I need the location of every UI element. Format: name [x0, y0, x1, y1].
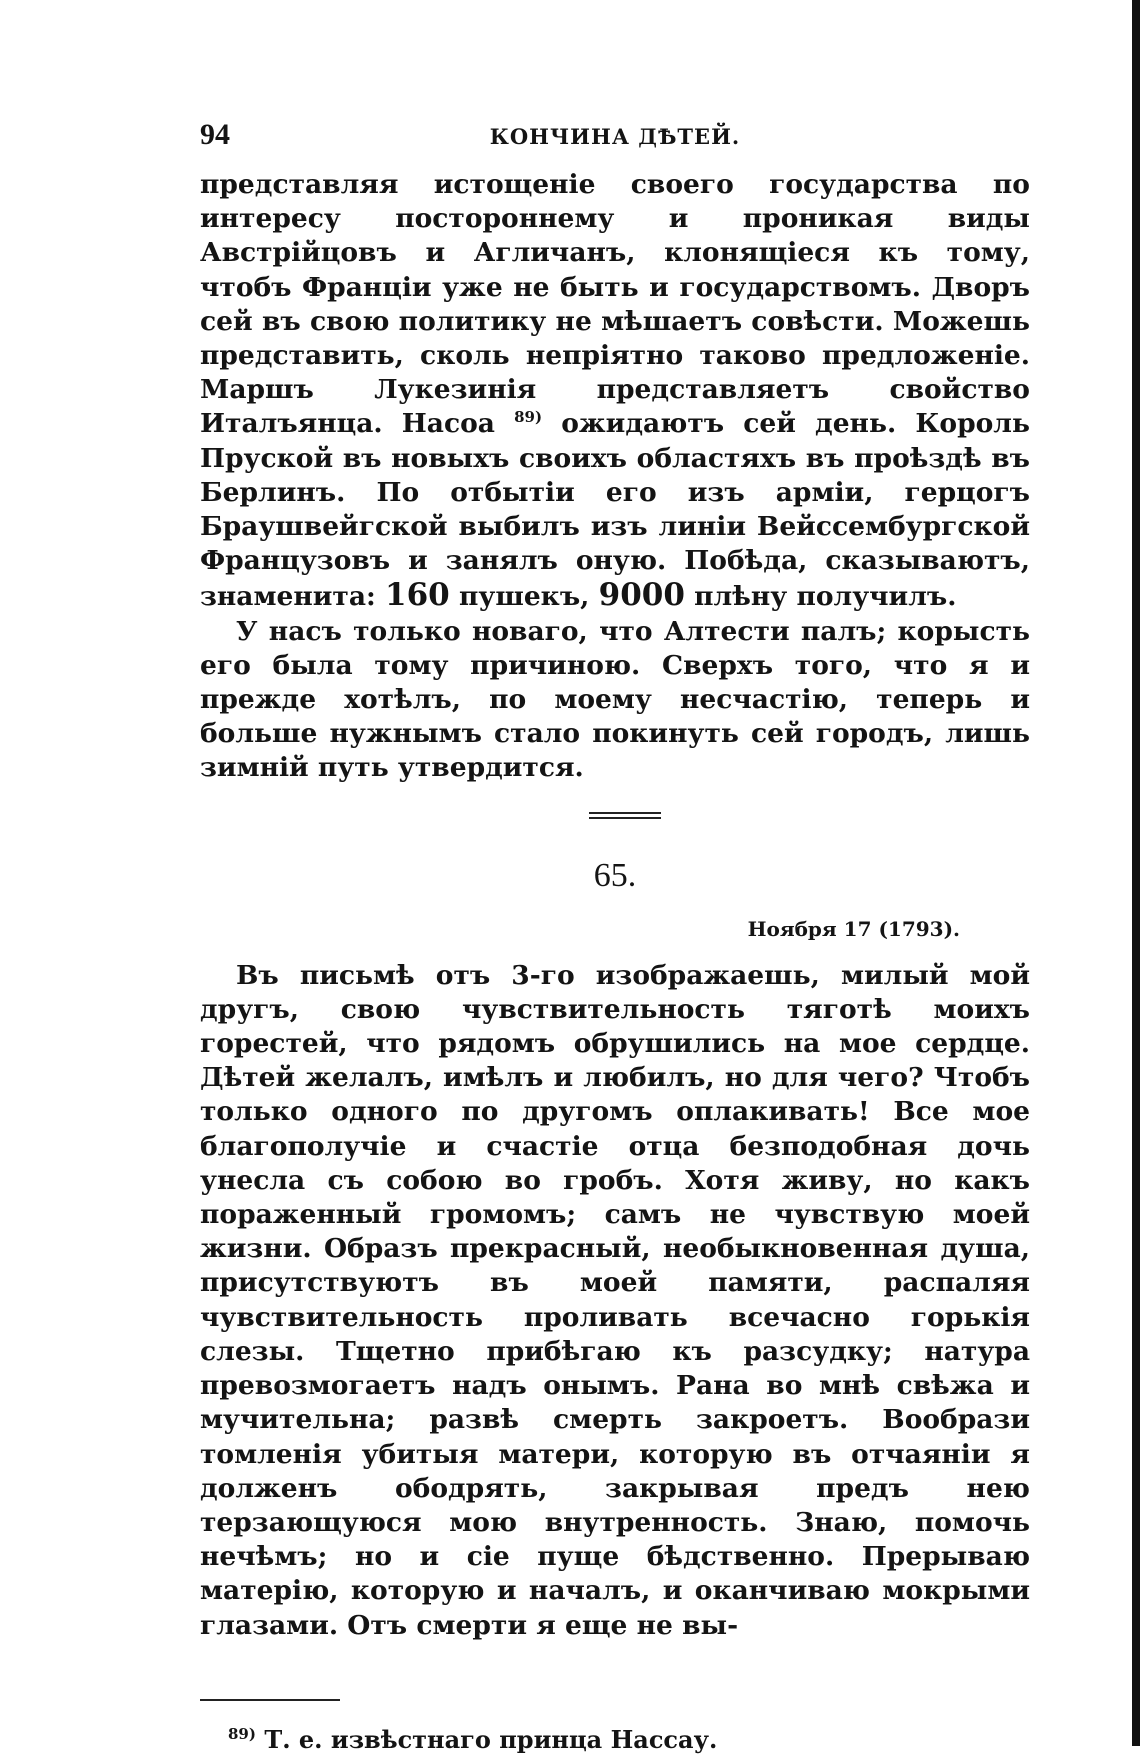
book-page: [200, 110, 1030, 1754]
paragraph: У насъ только новаго, что Алтести палъ; корысть его была тому причиною. Сверхъ того, что я и прежде хотѣлъ, по моему несчастію, теперь и больше нужнымъ стало покинуть сей городъ, лишь зимній путь утвердится.: [200, 615, 1030, 784]
page-edge-shadow: [1132, 0, 1140, 1746]
section-divider: [569, 812, 661, 819]
footnote: [228, 1725, 1030, 1754]
running-title: КОНЧИНА ДѢТЕЙ.: [489, 124, 741, 149]
divider-line: [589, 817, 661, 819]
prisoners-count: 9000: [598, 577, 685, 614]
paragraph-text: представляя истощеніе своего государства по интересу постороннему и проникая виды Австрійцовъ и Агличанъ, клонящіеся къ тому, чтобъ Франціи уже не быть и государствомъ. Дворъ сей въ свою политику не мѣшаетъ совѣсти. Можешь представить, сколь непріятно таково предложеніе. Маршъ Лукезинія представляетъ свойство Италъянца. Насоа: [200, 169, 1030, 440]
footnote-mark: 89): [228, 1724, 256, 1743]
paragraph-text: ожидаютъ сей день. Король Пруской въ новыхъ своихъ областяхъ въ проѣздѣ въ Берлинъ. По отбытіи его изъ арміи, герцогъ Браушвейгской выбилъ изъ линіи Вейссембургской Французовъ и занялъ оную. Побѣда, сказываютъ, знаменита:: [200, 408, 1030, 613]
paragraph-text: пушекъ,: [458, 581, 590, 613]
footnote-reference: 89): [514, 408, 543, 427]
page-number: 94: [200, 118, 230, 151]
paragraph-continued: [200, 168, 1030, 615]
footnote-text: Т. е. извѣстнаго принца Нассау.: [264, 1724, 718, 1754]
running-head: [200, 110, 1030, 150]
paragraph-text: плѣну получилъ.: [694, 581, 957, 613]
footnote-rule: [200, 1699, 340, 1701]
cannons-count: 160: [385, 577, 450, 614]
letter-body: Въ письмѣ отъ 3-го изображаешь, милый мой другъ, свою чувствительность тяготѣ моихъ горестей, что рядомъ обрушились на мое сердце. Дѣтей желалъ, имѣлъ и любилъ, но для чего? Чтобъ только одного по другомъ оплакивать! Все мое благополучіе и счастіе отца безподобная дочь унесла съ собою во гробъ. Хотя живу, но какъ пораженный громомъ; самъ не чувствую моей жизни. Образъ прекрасный, необыкновенная душа, присутствуютъ въ моей памяти, распаляя чувствительность проливать всечасно горькія слезы. Тщетно прибѣгаю къ разсудку; натура превозмогаетъ надъ онымъ. Рана во мнѣ свѣжа и мучительна; развѣ смерть закроетъ. Вообрази томленія убитыя матери, которую въ отчаяніи я долженъ ободрять, закрывая предъ нею терзающуюся мою внутренность. Знаю, помочь нечѣмъ; но и сіе пуще бѣдственно. Прерываю матерію, которую и началъ, и оканчиваю мокрыми глазами. Отъ смерти я еще не вы-: [200, 959, 1030, 1641]
divider-line: [589, 812, 661, 814]
letter-date: Ноября 17 (1793).: [747, 916, 960, 941]
letter-number: 65.: [593, 856, 637, 894]
